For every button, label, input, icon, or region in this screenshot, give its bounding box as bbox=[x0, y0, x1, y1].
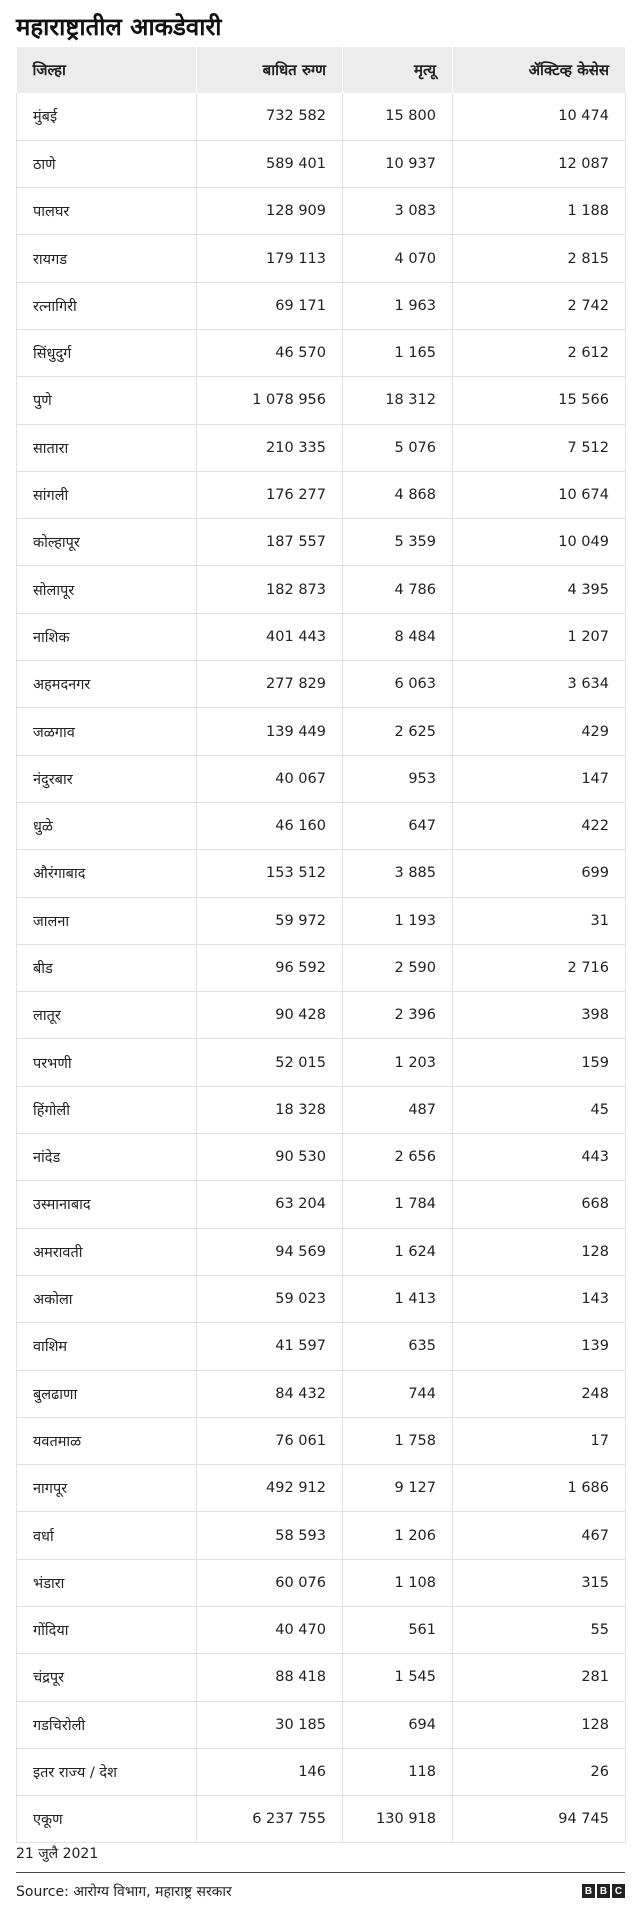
cases-cell: 210 335 bbox=[197, 424, 343, 471]
cases-cell: 46 570 bbox=[197, 329, 343, 376]
table-row bbox=[17, 566, 626, 613]
deaths-cell: 694 bbox=[343, 1701, 453, 1748]
active-cell: 143 bbox=[453, 1275, 626, 1322]
table-row bbox=[17, 235, 626, 282]
table-row bbox=[17, 1796, 626, 1843]
district-cell: वर्धा bbox=[17, 1512, 197, 1559]
source-note: Source: आरोग्य विभाग, महाराष्ट्र सरकार bbox=[16, 1884, 232, 1900]
logo-letter: B bbox=[582, 1884, 595, 1898]
table-row bbox=[17, 1181, 626, 1228]
column-header-deaths: मृत्यू bbox=[343, 47, 453, 93]
active-cell: 429 bbox=[453, 708, 626, 755]
active-cell: 10 049 bbox=[453, 519, 626, 566]
active-cell: 128 bbox=[453, 1228, 626, 1275]
district-cell: अकोला bbox=[17, 1275, 197, 1322]
table-row bbox=[17, 140, 626, 187]
deaths-cell: 647 bbox=[343, 802, 453, 849]
deaths-cell: 487 bbox=[343, 1086, 453, 1133]
deaths-cell: 744 bbox=[343, 1370, 453, 1417]
cases-cell: 139 449 bbox=[197, 708, 343, 755]
district-data-table bbox=[16, 47, 626, 1843]
cases-cell: 76 061 bbox=[197, 1417, 343, 1464]
deaths-cell: 118 bbox=[343, 1748, 453, 1795]
cases-cell: 277 829 bbox=[197, 661, 343, 708]
cases-cell: 732 582 bbox=[197, 93, 343, 140]
active-cell: 422 bbox=[453, 802, 626, 849]
active-cell: 55 bbox=[453, 1607, 626, 1654]
table-row bbox=[17, 1607, 626, 1654]
cases-cell: 63 204 bbox=[197, 1181, 343, 1228]
active-cell: 139 bbox=[453, 1323, 626, 1370]
district-cell: नाशिक bbox=[17, 613, 197, 660]
date-label: 21 जुलै 2021 bbox=[16, 1846, 99, 1862]
cases-cell: 176 277 bbox=[197, 471, 343, 518]
deaths-cell: 10 937 bbox=[343, 140, 453, 187]
cases-cell: 59 023 bbox=[197, 1275, 343, 1322]
table-row bbox=[17, 992, 626, 1039]
district-cell: नंदुरबार bbox=[17, 755, 197, 802]
table-row bbox=[17, 1228, 626, 1275]
district-cell: रायगड bbox=[17, 235, 197, 282]
footer-divider bbox=[16, 1872, 625, 1873]
table-row bbox=[17, 1275, 626, 1322]
table-row bbox=[17, 897, 626, 944]
table-row bbox=[17, 329, 626, 376]
deaths-cell: 4 868 bbox=[343, 471, 453, 518]
deaths-cell: 3 885 bbox=[343, 850, 453, 897]
active-cell: 31 bbox=[453, 897, 626, 944]
cases-cell: 1 078 956 bbox=[197, 377, 343, 424]
cases-cell: 30 185 bbox=[197, 1701, 343, 1748]
deaths-cell: 1 206 bbox=[343, 1512, 453, 1559]
district-cell: पुणे bbox=[17, 377, 197, 424]
district-cell: सातारा bbox=[17, 424, 197, 471]
deaths-cell: 1 108 bbox=[343, 1559, 453, 1606]
district-cell: वाशिम bbox=[17, 1323, 197, 1370]
deaths-cell: 9 127 bbox=[343, 1465, 453, 1512]
table-row bbox=[17, 1417, 626, 1464]
district-cell: सिंधुदुर्ग bbox=[17, 329, 197, 376]
cases-cell: 41 597 bbox=[197, 1323, 343, 1370]
table-row bbox=[17, 1370, 626, 1417]
district-cell: पालघर bbox=[17, 188, 197, 235]
active-cell: 1 686 bbox=[453, 1465, 626, 1512]
district-cell: नागपूर bbox=[17, 1465, 197, 1512]
deaths-cell: 5 359 bbox=[343, 519, 453, 566]
table-row bbox=[17, 188, 626, 235]
district-cell: ठाणे bbox=[17, 140, 197, 187]
deaths-cell: 953 bbox=[343, 755, 453, 802]
logo-letter: B bbox=[597, 1884, 610, 1898]
bbc-logo bbox=[582, 1884, 625, 1898]
deaths-cell: 6 063 bbox=[343, 661, 453, 708]
cases-cell: 18 328 bbox=[197, 1086, 343, 1133]
district-cell: परभणी bbox=[17, 1039, 197, 1086]
active-cell: 26 bbox=[453, 1748, 626, 1795]
table-row bbox=[17, 661, 626, 708]
active-cell: 3 634 bbox=[453, 661, 626, 708]
district-cell: इतर राज्य / देश bbox=[17, 1748, 197, 1795]
cases-cell: 58 593 bbox=[197, 1512, 343, 1559]
cases-cell: 153 512 bbox=[197, 850, 343, 897]
table-body bbox=[17, 93, 626, 1843]
district-cell: चंद्रपूर bbox=[17, 1654, 197, 1701]
active-cell: 45 bbox=[453, 1086, 626, 1133]
table-row bbox=[17, 708, 626, 755]
deaths-cell: 3 083 bbox=[343, 188, 453, 235]
table-row bbox=[17, 1086, 626, 1133]
cases-cell: 40 067 bbox=[197, 755, 343, 802]
cases-cell: 59 972 bbox=[197, 897, 343, 944]
cases-cell: 128 909 bbox=[197, 188, 343, 235]
district-cell: बुलढाणा bbox=[17, 1370, 197, 1417]
district-cell: यवतमाळ bbox=[17, 1417, 197, 1464]
column-header-cases: बाधित रुग्ण bbox=[197, 47, 343, 93]
active-cell: 467 bbox=[453, 1512, 626, 1559]
active-cell: 94 745 bbox=[453, 1796, 626, 1843]
active-cell: 1 207 bbox=[453, 613, 626, 660]
deaths-cell: 2 590 bbox=[343, 944, 453, 991]
table-row bbox=[17, 1654, 626, 1701]
deaths-cell: 2 625 bbox=[343, 708, 453, 755]
deaths-cell: 1 963 bbox=[343, 282, 453, 329]
deaths-cell: 4 070 bbox=[343, 235, 453, 282]
active-cell: 159 bbox=[453, 1039, 626, 1086]
table-row bbox=[17, 1512, 626, 1559]
table-row bbox=[17, 519, 626, 566]
column-header-active: ॲक्टिव्ह केसेस bbox=[453, 47, 626, 93]
active-cell: 248 bbox=[453, 1370, 626, 1417]
cases-cell: 187 557 bbox=[197, 519, 343, 566]
active-cell: 17 bbox=[453, 1417, 626, 1464]
district-cell: भंडारा bbox=[17, 1559, 197, 1606]
deaths-cell: 2 656 bbox=[343, 1134, 453, 1181]
table-row bbox=[17, 802, 626, 849]
active-cell: 281 bbox=[453, 1654, 626, 1701]
district-cell: उस्मानाबाद bbox=[17, 1181, 197, 1228]
active-cell: 12 087 bbox=[453, 140, 626, 187]
active-cell: 443 bbox=[453, 1134, 626, 1181]
table-row bbox=[17, 755, 626, 802]
district-cell: एकूण bbox=[17, 1796, 197, 1843]
cases-cell: 60 076 bbox=[197, 1559, 343, 1606]
deaths-cell: 1 545 bbox=[343, 1654, 453, 1701]
cases-cell: 69 171 bbox=[197, 282, 343, 329]
cases-cell: 492 912 bbox=[197, 1465, 343, 1512]
deaths-cell: 1 758 bbox=[343, 1417, 453, 1464]
cases-cell: 146 bbox=[197, 1748, 343, 1795]
deaths-cell: 561 bbox=[343, 1607, 453, 1654]
active-cell: 699 bbox=[453, 850, 626, 897]
cases-cell: 90 530 bbox=[197, 1134, 343, 1181]
cases-cell: 96 592 bbox=[197, 944, 343, 991]
table-row bbox=[17, 1701, 626, 1748]
table-row bbox=[17, 1748, 626, 1795]
cases-cell: 40 470 bbox=[197, 1607, 343, 1654]
active-cell: 10 674 bbox=[453, 471, 626, 518]
district-cell: हिंगोली bbox=[17, 1086, 197, 1133]
deaths-cell: 15 800 bbox=[343, 93, 453, 140]
table-row bbox=[17, 1559, 626, 1606]
cases-cell: 94 569 bbox=[197, 1228, 343, 1275]
cases-cell: 52 015 bbox=[197, 1039, 343, 1086]
table-row bbox=[17, 377, 626, 424]
table-row bbox=[17, 1465, 626, 1512]
cases-cell: 88 418 bbox=[197, 1654, 343, 1701]
table-row bbox=[17, 471, 626, 518]
deaths-cell: 5 076 bbox=[343, 424, 453, 471]
deaths-cell: 18 312 bbox=[343, 377, 453, 424]
district-cell: लातूर bbox=[17, 992, 197, 1039]
table-row bbox=[17, 1323, 626, 1370]
district-cell: औरंगाबाद bbox=[17, 850, 197, 897]
deaths-cell: 1 624 bbox=[343, 1228, 453, 1275]
district-cell: जळगाव bbox=[17, 708, 197, 755]
cases-cell: 182 873 bbox=[197, 566, 343, 613]
table-row bbox=[17, 282, 626, 329]
data-table-container bbox=[16, 47, 625, 1843]
table-row bbox=[17, 613, 626, 660]
deaths-cell: 4 786 bbox=[343, 566, 453, 613]
active-cell: 398 bbox=[453, 992, 626, 1039]
column-header-district: जिल्हा bbox=[17, 47, 197, 93]
deaths-cell: 8 484 bbox=[343, 613, 453, 660]
district-cell: रत्नागिरी bbox=[17, 282, 197, 329]
deaths-cell: 635 bbox=[343, 1323, 453, 1370]
deaths-cell: 1 203 bbox=[343, 1039, 453, 1086]
district-cell: सांगली bbox=[17, 471, 197, 518]
table-header-row bbox=[17, 47, 626, 93]
active-cell: 668 bbox=[453, 1181, 626, 1228]
table-row bbox=[17, 93, 626, 140]
deaths-cell: 130 918 bbox=[343, 1796, 453, 1843]
district-cell: सोलापूर bbox=[17, 566, 197, 613]
active-cell: 128 bbox=[453, 1701, 626, 1748]
cases-cell: 6 237 755 bbox=[197, 1796, 343, 1843]
active-cell: 315 bbox=[453, 1559, 626, 1606]
active-cell: 4 395 bbox=[453, 566, 626, 613]
district-cell: धुळे bbox=[17, 802, 197, 849]
active-cell: 15 566 bbox=[453, 377, 626, 424]
cases-cell: 90 428 bbox=[197, 992, 343, 1039]
district-cell: गोंदिया bbox=[17, 1607, 197, 1654]
district-cell: अमरावती bbox=[17, 1228, 197, 1275]
deaths-cell: 1 165 bbox=[343, 329, 453, 376]
table-row bbox=[17, 850, 626, 897]
active-cell: 2 716 bbox=[453, 944, 626, 991]
district-cell: कोल्हापूर bbox=[17, 519, 197, 566]
cases-cell: 401 443 bbox=[197, 613, 343, 660]
cases-cell: 179 113 bbox=[197, 235, 343, 282]
district-cell: बीड bbox=[17, 944, 197, 991]
cases-cell: 589 401 bbox=[197, 140, 343, 187]
deaths-cell: 1 413 bbox=[343, 1275, 453, 1322]
cases-cell: 46 160 bbox=[197, 802, 343, 849]
deaths-cell: 2 396 bbox=[343, 992, 453, 1039]
active-cell: 147 bbox=[453, 755, 626, 802]
district-cell: नांदेड bbox=[17, 1134, 197, 1181]
active-cell: 7 512 bbox=[453, 424, 626, 471]
table-row bbox=[17, 424, 626, 471]
deaths-cell: 1 784 bbox=[343, 1181, 453, 1228]
active-cell: 2 815 bbox=[453, 235, 626, 282]
active-cell: 2 612 bbox=[453, 329, 626, 376]
page-title: महाराष्ट्रातील आकडेवारी bbox=[16, 13, 222, 41]
district-cell: अहमदनगर bbox=[17, 661, 197, 708]
active-cell: 2 742 bbox=[453, 282, 626, 329]
table-row bbox=[17, 944, 626, 991]
active-cell: 10 474 bbox=[453, 93, 626, 140]
district-cell: गडचिरोली bbox=[17, 1701, 197, 1748]
table-row bbox=[17, 1039, 626, 1086]
deaths-cell: 1 193 bbox=[343, 897, 453, 944]
logo-letter: C bbox=[612, 1884, 625, 1898]
cases-cell: 84 432 bbox=[197, 1370, 343, 1417]
district-cell: जालना bbox=[17, 897, 197, 944]
district-cell: मुंबई bbox=[17, 93, 197, 140]
table-row bbox=[17, 1134, 626, 1181]
active-cell: 1 188 bbox=[453, 188, 626, 235]
